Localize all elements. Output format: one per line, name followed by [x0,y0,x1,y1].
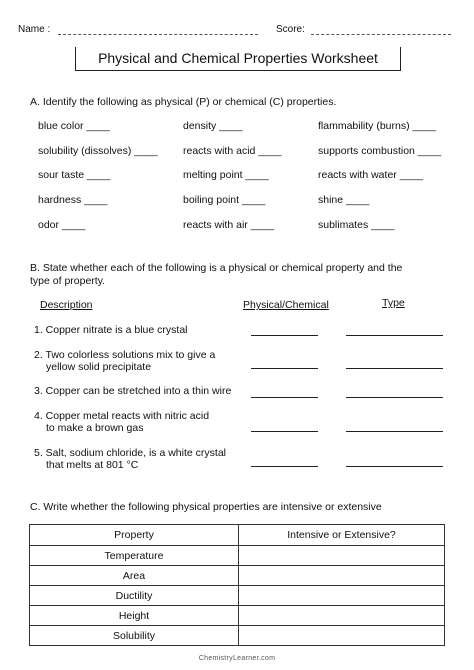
worksheet-title: Physical and Chemical Properties Worksheet [75,47,401,71]
section-a-item[interactable]: melting point ____ [183,169,269,181]
physical-chemical-blank[interactable] [251,335,318,336]
physical-chemical-blank[interactable] [251,431,318,432]
table-row [30,626,445,646]
footer-credit: ChemistryLearner.com [198,655,276,662]
property-cell: Ductility [30,586,239,606]
description-row: 1. Copper nitrate is a blue crystal [34,324,188,336]
table-row [30,586,445,606]
section-a-item[interactable]: sour taste ____ [38,169,111,181]
column-header-type: Type [382,297,405,309]
description-row-cont: that melts at 801 °C [46,459,139,471]
description-row: 2. Two colorless solutions mix to give a [34,349,216,361]
section-a-item[interactable]: reacts with air ____ [183,219,275,231]
column-header-description: Description [40,299,93,311]
physical-chemical-blank[interactable] [251,466,318,467]
answer-cell[interactable] [239,546,445,566]
name-label: Name : [18,24,51,35]
table-row [30,546,445,566]
type-blank[interactable] [346,397,443,398]
answer-cell[interactable] [239,626,445,646]
description-row-cont: yellow solid precipitate [46,361,152,373]
section-b-instruction: B. State whether each of the following is a physical or chemical property and the [30,262,403,274]
section-c-instruction: C. Write whether the following physical properties are intensive or extensive [30,501,382,513]
type-blank[interactable] [346,368,443,369]
property-cell: Height [30,606,239,626]
section-a-item[interactable]: boiling point ____ [183,194,266,206]
table-row [30,566,445,586]
table-row [30,606,445,626]
section-a-item[interactable]: blue color ____ [38,120,110,132]
section-a-item[interactable]: flammability (burns) ____ [318,120,436,132]
score-label: Score: [276,24,305,35]
answer-cell[interactable] [239,586,445,606]
property-cell: Solubility [30,626,239,646]
answer-cell[interactable] [239,566,445,586]
section-a-item[interactable]: sublimates ____ [318,219,395,231]
property-cell: Area [30,566,239,586]
description-row: 3. Copper can be stretched into a thin wire [34,385,232,397]
column-header-intensive-extensive: Intensive or Extensive? [239,525,445,546]
section-a-item[interactable]: solubility (dissolves) ____ [38,145,158,157]
description-row: 4. Copper metal reacts with nitric acid [34,410,210,422]
section-a-item[interactable]: density ____ [183,120,243,132]
name-field[interactable] [58,34,258,35]
section-a-item[interactable]: shine ____ [318,194,370,206]
column-header-property: Property [30,525,239,546]
type-blank[interactable] [346,431,443,432]
property-cell: Temperature [30,546,239,566]
answer-cell[interactable] [239,606,445,626]
section-a-item[interactable]: supports combustion ____ [318,145,442,157]
physical-chemical-blank[interactable] [251,397,318,398]
column-header-physical-chemical: Physical/Chemical [243,299,329,311]
description-row: 5. Salt, sodium chloride, is a white crystal [34,447,226,459]
type-blank[interactable] [346,335,443,336]
score-field[interactable] [311,34,451,35]
type-blank[interactable] [346,466,443,467]
properties-table [29,524,445,646]
section-a-item[interactable]: reacts with acid ____ [183,145,282,157]
section-a-instruction: A. Identify the following as physical (P) or chemical (C) properties. [30,96,337,108]
section-a-item[interactable]: hardness ____ [38,194,108,206]
table-header-row [30,525,445,546]
physical-chemical-blank[interactable] [251,368,318,369]
section-a-item[interactable]: reacts with water ____ [318,169,424,181]
description-row-cont: to make a brown gas [46,422,144,434]
section-a-item[interactable]: odor ____ [38,219,86,231]
section-b-instruction-cont: type of property. [30,275,106,287]
